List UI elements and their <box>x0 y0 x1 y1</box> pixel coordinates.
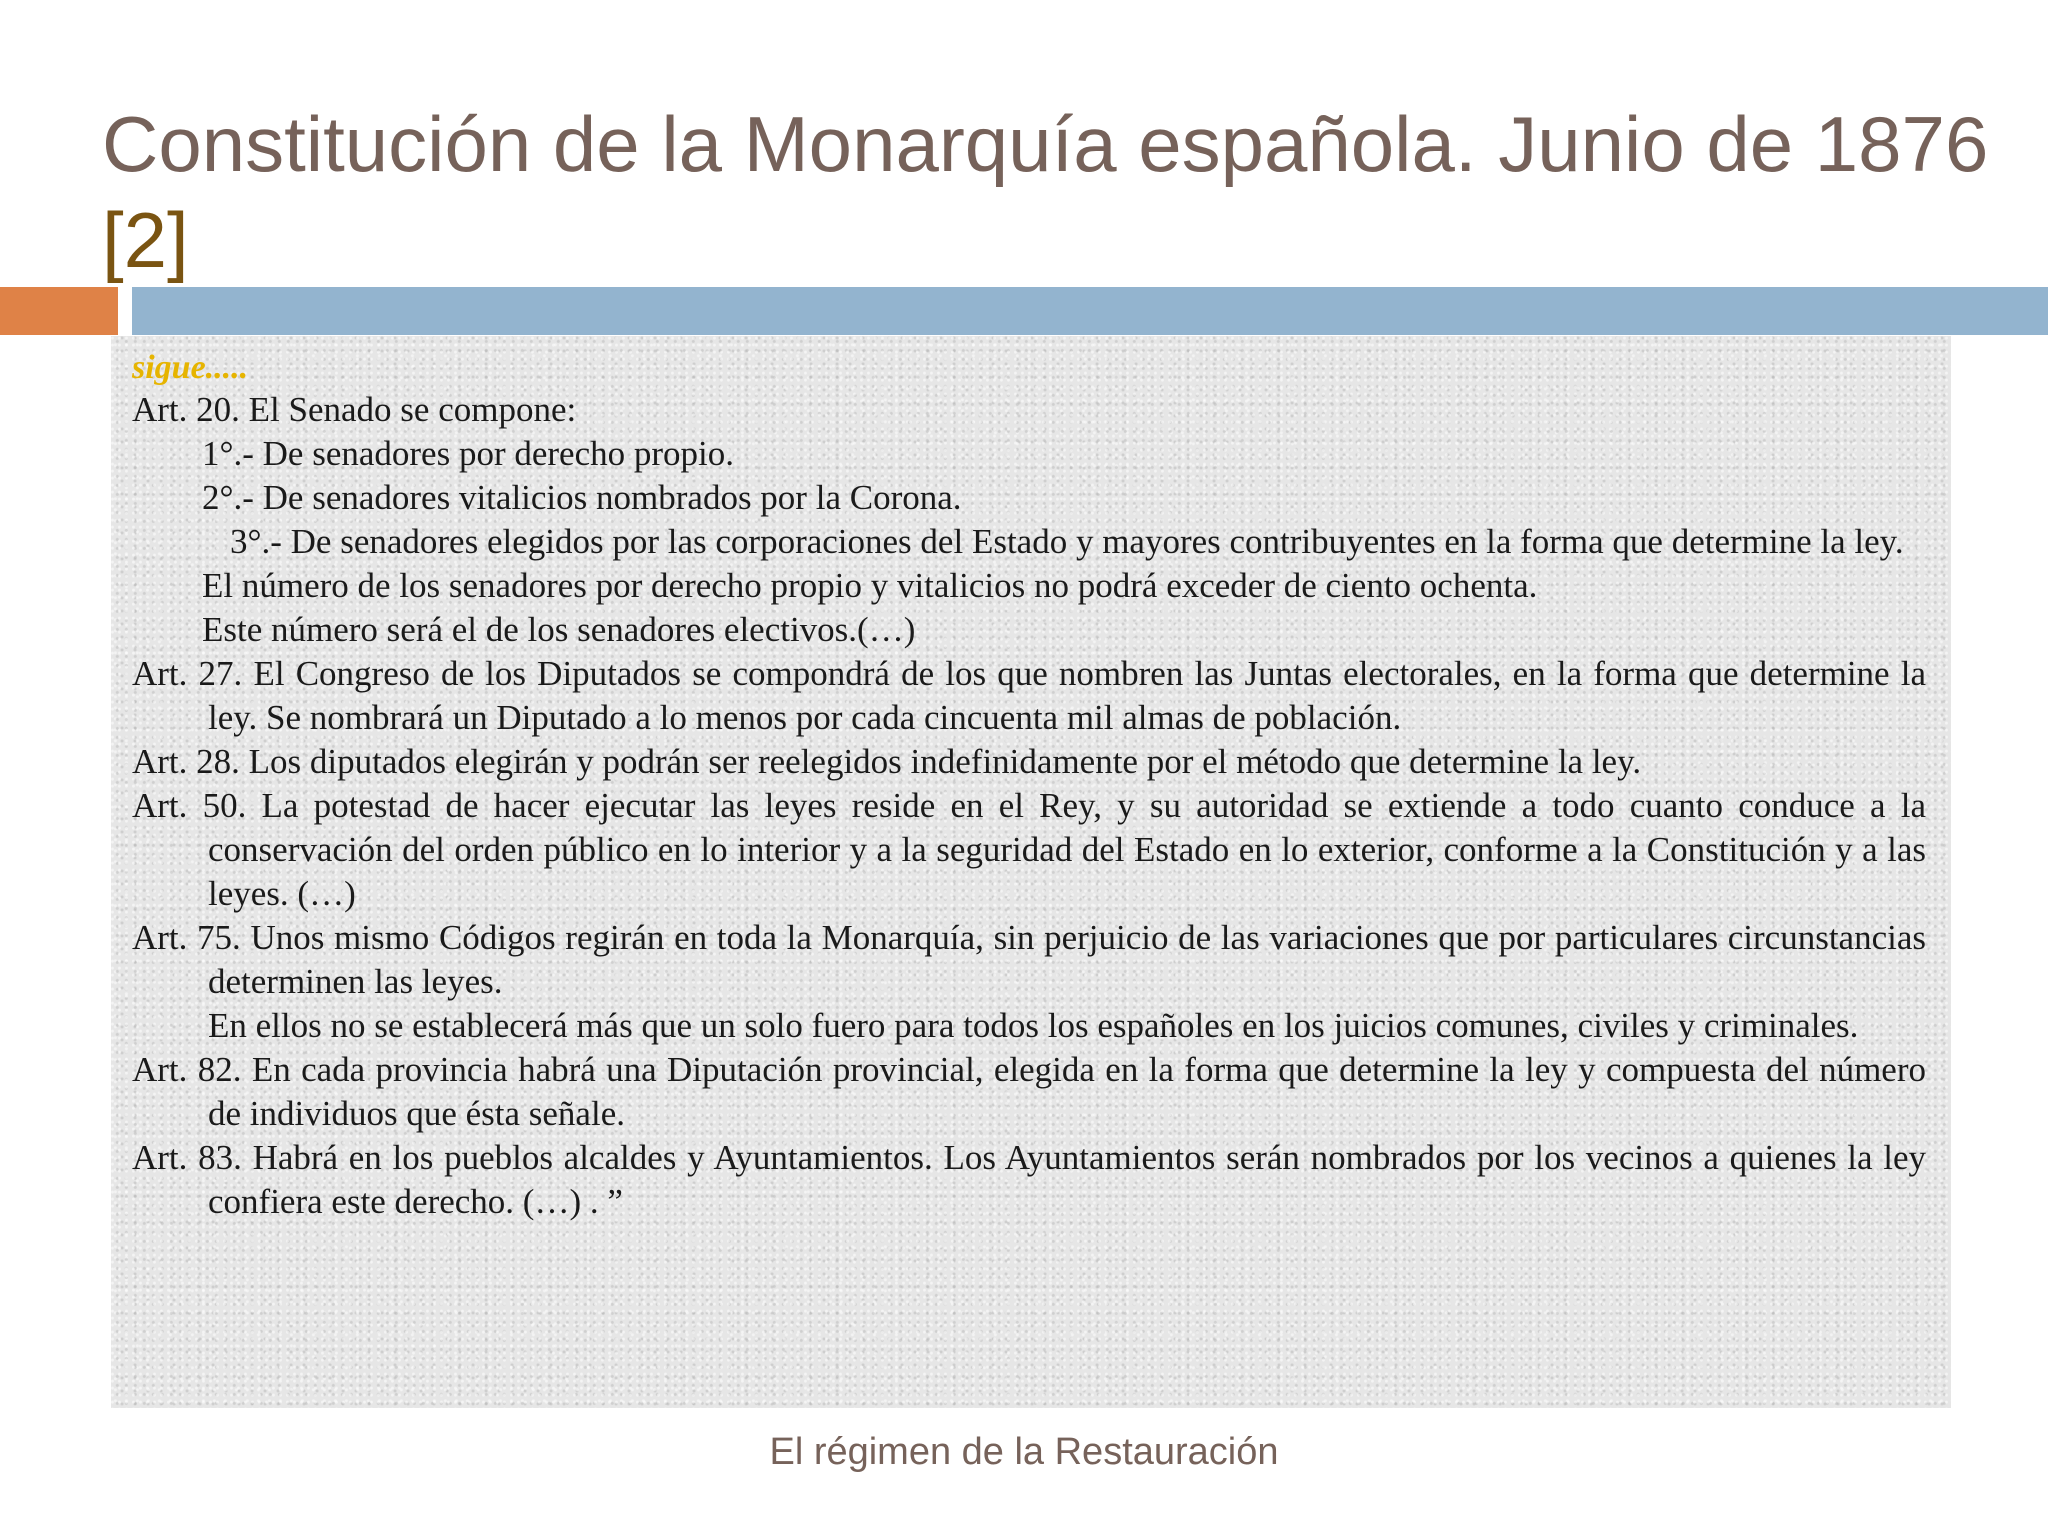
article-20-item-2: 2°.- De senadores vitalicios nombrados por la Corona. <box>202 478 962 517</box>
slide-footer: El régimen de la Restauración <box>769 1431 1279 1473</box>
accent-bar-orange <box>0 287 118 335</box>
article-83: Art. 83. Habrá en los pueblos alcaldes y Ayuntamientos. Los Ayuntamientos serán nombrados por los vecinos a quienes la ley confiera este derecho. (…) . ” <box>132 1138 1926 1221</box>
article-20: Art. 20. El Senado se compone: <box>132 390 577 429</box>
article-20-paragraph-b: Este número será el de los senadores electivos.(…) <box>202 610 916 649</box>
continuation-label: sigue..... <box>132 349 249 386</box>
accent-bar-blue <box>132 287 2048 335</box>
slide-title-text: Constitución de la Monarquía española. Junio de 1876 <box>102 100 1989 188</box>
article-27: Art. 27. El Congreso de los Diputados se compondrá de los que nombren las Juntas electorales, en la forma que determine la ley. Se nombrará un Diputado a lo menos por cada cincuenta mil almas de población. <box>132 654 1926 737</box>
article-20-paragraph-a: El número de los senadores por derecho propio y vitalicios no podrá exceder de ciento ochenta. <box>202 566 1538 605</box>
article-20-item-3: 3°.- De senadores elegidos por las corporaciones del Estado y mayores contribuyentes en la forma que determine la ley. <box>230 522 1904 561</box>
slide-title <box>102 96 2042 288</box>
article-75: Art. 75. Unos mismo Códigos regirán en toda la Monarquía, sin perjuicio de las variaciones que por particulares circunstancias determinen las leyes. <box>132 918 1926 1001</box>
article-28: Art. 28. Los diputados elegirán y podrán ser reelegidos indefinidamente por el método que determine la ley. <box>132 742 1642 781</box>
article-82: Art. 82. En cada provincia habrá una Diputación provincial, elegida en la forma que determine la ley y compuesta del número de individuos que ésta señale. <box>132 1050 1926 1133</box>
article-20-item-1: 1°.- De senadores por derecho propio. <box>202 434 735 473</box>
article-50: Art. 50. La potestad de hacer ejecutar las leyes reside en el Rey, y su autoridad se extiende a todo cuanto conduce a la conservación del orden público en lo interior y a la seguridad del Estado en lo exterior, conforme a la Constitución y a las leyes. (…) <box>132 786 1926 913</box>
article-text <box>132 348 1926 1224</box>
slide-number: [2] <box>102 196 189 284</box>
article-75-paragraph: En ellos no se establecerá más que un solo fuero para todos los españoles en los juicios comunes, civiles y criminales. <box>208 1006 1859 1045</box>
text-panel <box>111 336 1951 1408</box>
